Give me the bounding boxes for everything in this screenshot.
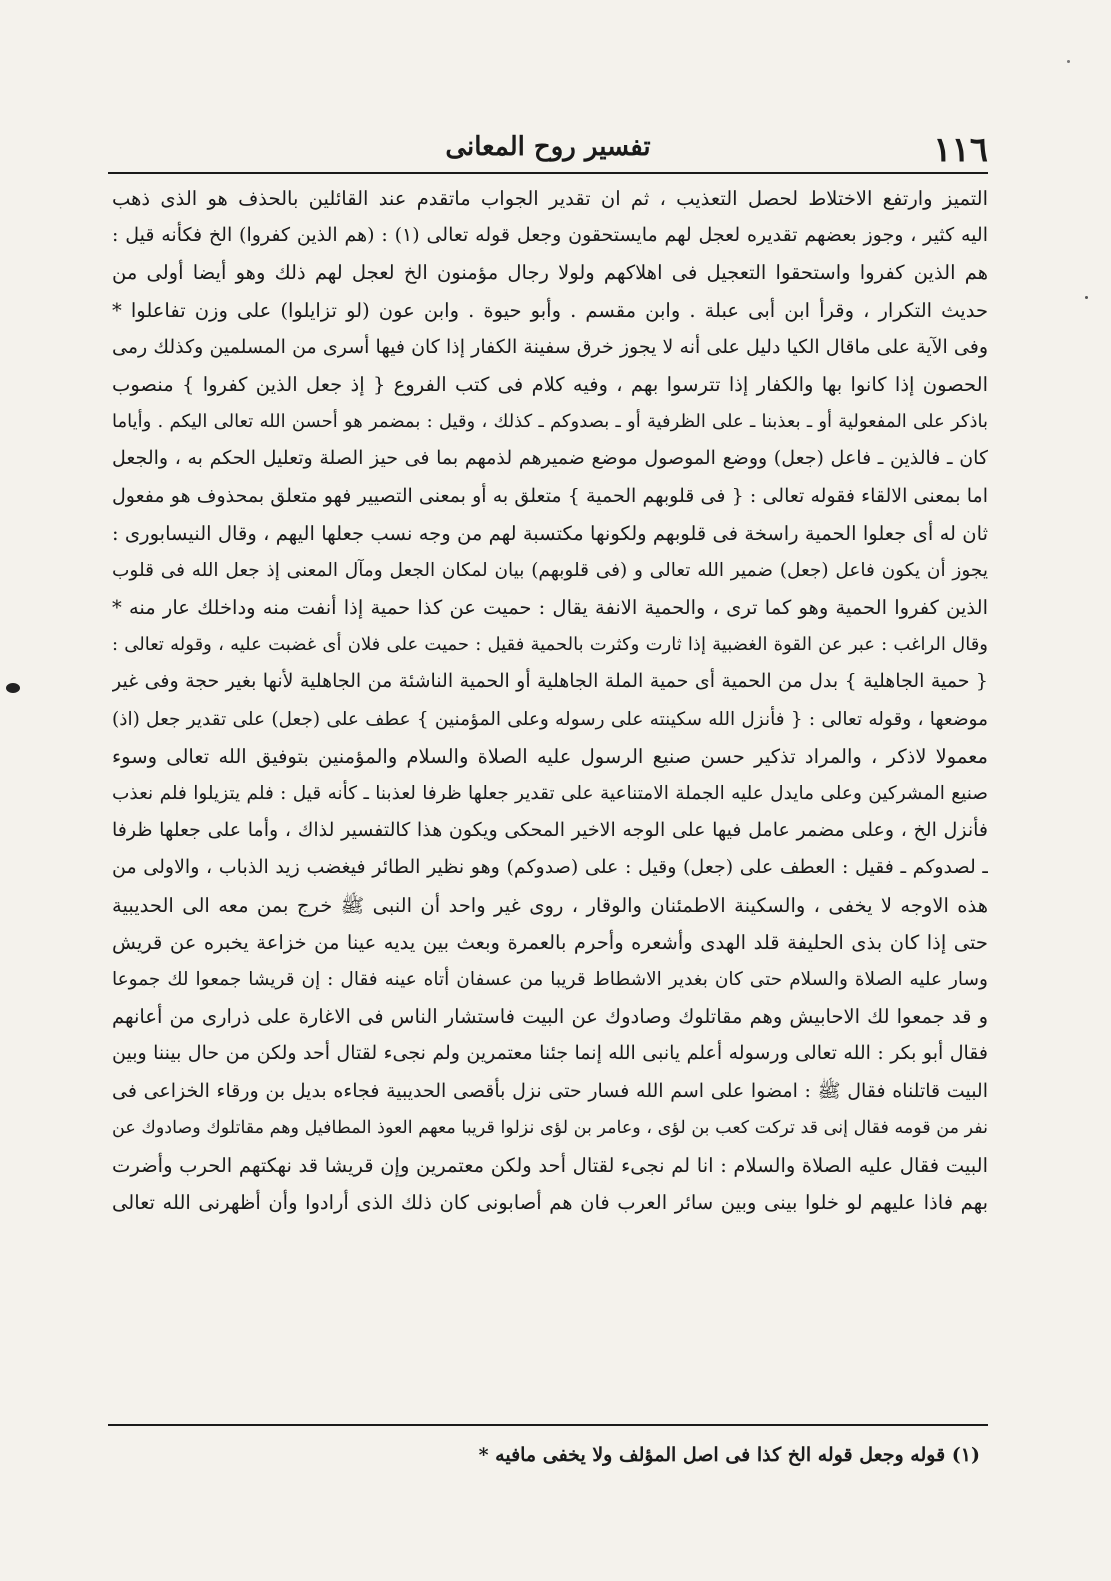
text-line: وقال الراغب : عبر عن القوة الغضبية إذا ثارت وكثرت بالحمية فقيل : حميت على فلان أى غضبت عليه ، وقوله تعالى : (112, 634, 988, 656)
text-line: صنيع المشركين وعلى مايدل عليه الجملة الامتناعية على تقدير جعلها ظرفا لعذبنا ـ كأنه قيل : فلم يتزيلوا فلم نعذب (112, 783, 988, 804)
text-line: هم الذين كفروا واستحقوا التعجيل فى اهلاكهم ولولا رجال مؤمنون الخ لعجل لهم ذلك وهو أيضا أولى من (112, 261, 988, 285)
text-line: البيت فقال عليه الصلاة والسلام : انا لم نجىء لقتال أحد ولكن معتمرين وإن قريشا قد نهكتهم الحرب وأضرت (112, 1153, 988, 1177)
header-rule (108, 172, 988, 174)
text-line: باذكر على المفعولية أو ـ بعذبنا ـ على الظرفية أو ـ بصدوكم ـ كذلك ، وقيل : بمضمر هو أحسن الله تعالى اليكم . وأياما (112, 411, 988, 433)
text-line: الذين كفروا الحمية وهو كما ترى ، والحمية الانفة يقال : حميت عن كذا حمية إذا أنفت منه وداخلك عار منه * (112, 596, 988, 620)
text-line: حتى إذا كان بذى الحليفة قلد الهدى وأشعره وأحرم بالعمرة وبعث بين يديه عينا من خزاعة يخبره عن قريش (112, 930, 988, 954)
ink-speck (1067, 60, 1070, 63)
ink-speck (1085, 296, 1088, 299)
text-line: الحصون إذا كانوا بها والكفار إذا تترسوا بهم ، وفيه كلام فى كتب الفروع { إذ جعل الذين كفروا } منصوب (112, 372, 988, 396)
footnote-rule (108, 1424, 988, 1426)
text-line: ثان له أى جعلوا الحمية راسخة فى قلوبهم ولكونها مكتسبة لهم من وجه نسب جعلها اليهم ، وقال النيسابورى : (112, 521, 988, 545)
text-line: فقال أبو بكر : الله تعالى ورسوله أعلم يانبى الله إنما جئنا معتمرين ولم نجىء لقتال أحد ولكن من حال بيننا وبين (112, 1042, 988, 1065)
text-line: نفر من قومه فقال إنى قد تركت كعب بن لؤى ، وعامر بن لؤى نزلوا قريبا معهم العوذ المطافيل وهم مقاتلوك وصادوك عن (112, 1117, 988, 1138)
text-line: ـ لصدوكم ـ فقيل : العطف على (جعل) وقيل : على (صدوكم) وهو نظير الطائر فيغضب زيد الذباب ، والاولى من (112, 856, 988, 879)
page-header (108, 128, 988, 174)
text-line: وفى الآية على ماقال الكيا دليل على أنه لا يجوز خرق سفينة الكفار إذا كان فيها أسرى من المسلمين وكذلك رمى (112, 335, 988, 358)
text-line: التميز وارتفع الاختلاط لحصل التعذيب ، ثم ان تقدير الجواب ماتقدم عند القائلين بالحذف هو الذى ذهب (112, 187, 988, 210)
text-line: و قد جمعوا لك الاحابيش وهم مقاتلوك وصادوك عن البيت فاستشار الناس فى الاغارة على ذرارى من أعانهم (112, 1005, 988, 1029)
page-number: ١١٦ (933, 130, 988, 170)
text-line: اليه كثير ، وجوز بعضهم تقديره لعجل لهم مايستحقون وجعل قوله تعالى (١) : (هم الذين كفروا) الخ فكأنه قيل : (112, 224, 988, 247)
text-line: معمولا لاذكر ، والمراد تذكير حسن صنيع الرسول عليه الصلاة والسلام والمؤمنين بتوفيق الله تعالى وسوء (112, 744, 988, 768)
text-line: { حمية الجاهلية } بدل من الحمية أى حمية الملة الجاهلية أو الحمية الناشئة من الجاهلية لأنها بغير حجة وفى غير (112, 670, 988, 693)
text-line: البيت قاتلناه فقال ﷺ : امضوا على اسم الله فسار حتى نزل بأقصى الحديبية فجاءه بديل بن ورقاء الخزاعى فى (112, 1079, 988, 1102)
text-line: بهم فاذا عليهم لو خلوا بينى وبين سائر العرب فان هم أصابونى كان ذلك الذى أرادوا وأن أظهرنى الله تعالى (112, 1191, 988, 1215)
tafsir-body-text (112, 180, 988, 1221)
text-line: فأنزل الخ ، وعلى مضمر عامل فيها على الوجه الاخير المحكى ويكون هذا كالتفسير لذاك ، وأما على جعلها ظرفا (112, 819, 988, 842)
text-line: اما بمعنى الالقاء فقوله تعالى : { فى قلوبهم الحمية } متعلق به أو بمعنى التصيير فهو متعلق بمحذوف هو مفعول (112, 484, 988, 507)
running-title: تفسير روح المعانى (445, 132, 651, 162)
footnote: (١) قوله وجعل قوله الخ كذا فى اصل المؤلف ولا يخفى مافيه * (478, 1444, 980, 1466)
text-line: حديث التكرار ، وقرأ ابن أبى عبلة . وابن مقسم . وأبو حيوة . وابن عون (لو تزايلوا) على وزن تفاعلوا * (112, 298, 988, 322)
text-line: كان ـ فالذين ـ فاعل (جعل) ووضع الموصول موضع ضميرهم لذمهم بما فى حيز الصلة وتعليل الحكم به ، والجعل (112, 447, 988, 470)
ink-speck (6, 683, 20, 693)
text-line: يجوز أن يكون فاعل (جعل) ضمير الله تعالى و (فى قلوبهم) بيان لمكان الجعل ومآل المعنى إذ جعل الله فى قلوب (112, 559, 988, 581)
text-line: هذه الاوجه لا يخفى ، والسكينة الاطمئنان والوقار ، روى غير واحد أن النبى ﷺ خرج بمن معه الى الحديبية (112, 893, 988, 917)
text-line: وسار عليه الصلاة والسلام حتى كان بغدير الاشطاط قريبا من عسفان أتاه عينه فقال : إن قريشا جمعوا لك جموعا (112, 968, 988, 990)
text-line: موضعها ، وقوله تعالى : { فأنزل الله سكينته على رسوله وعلى المؤمنين } عطف على (جعل) على تقدير جعل (اذ) (112, 708, 988, 730)
